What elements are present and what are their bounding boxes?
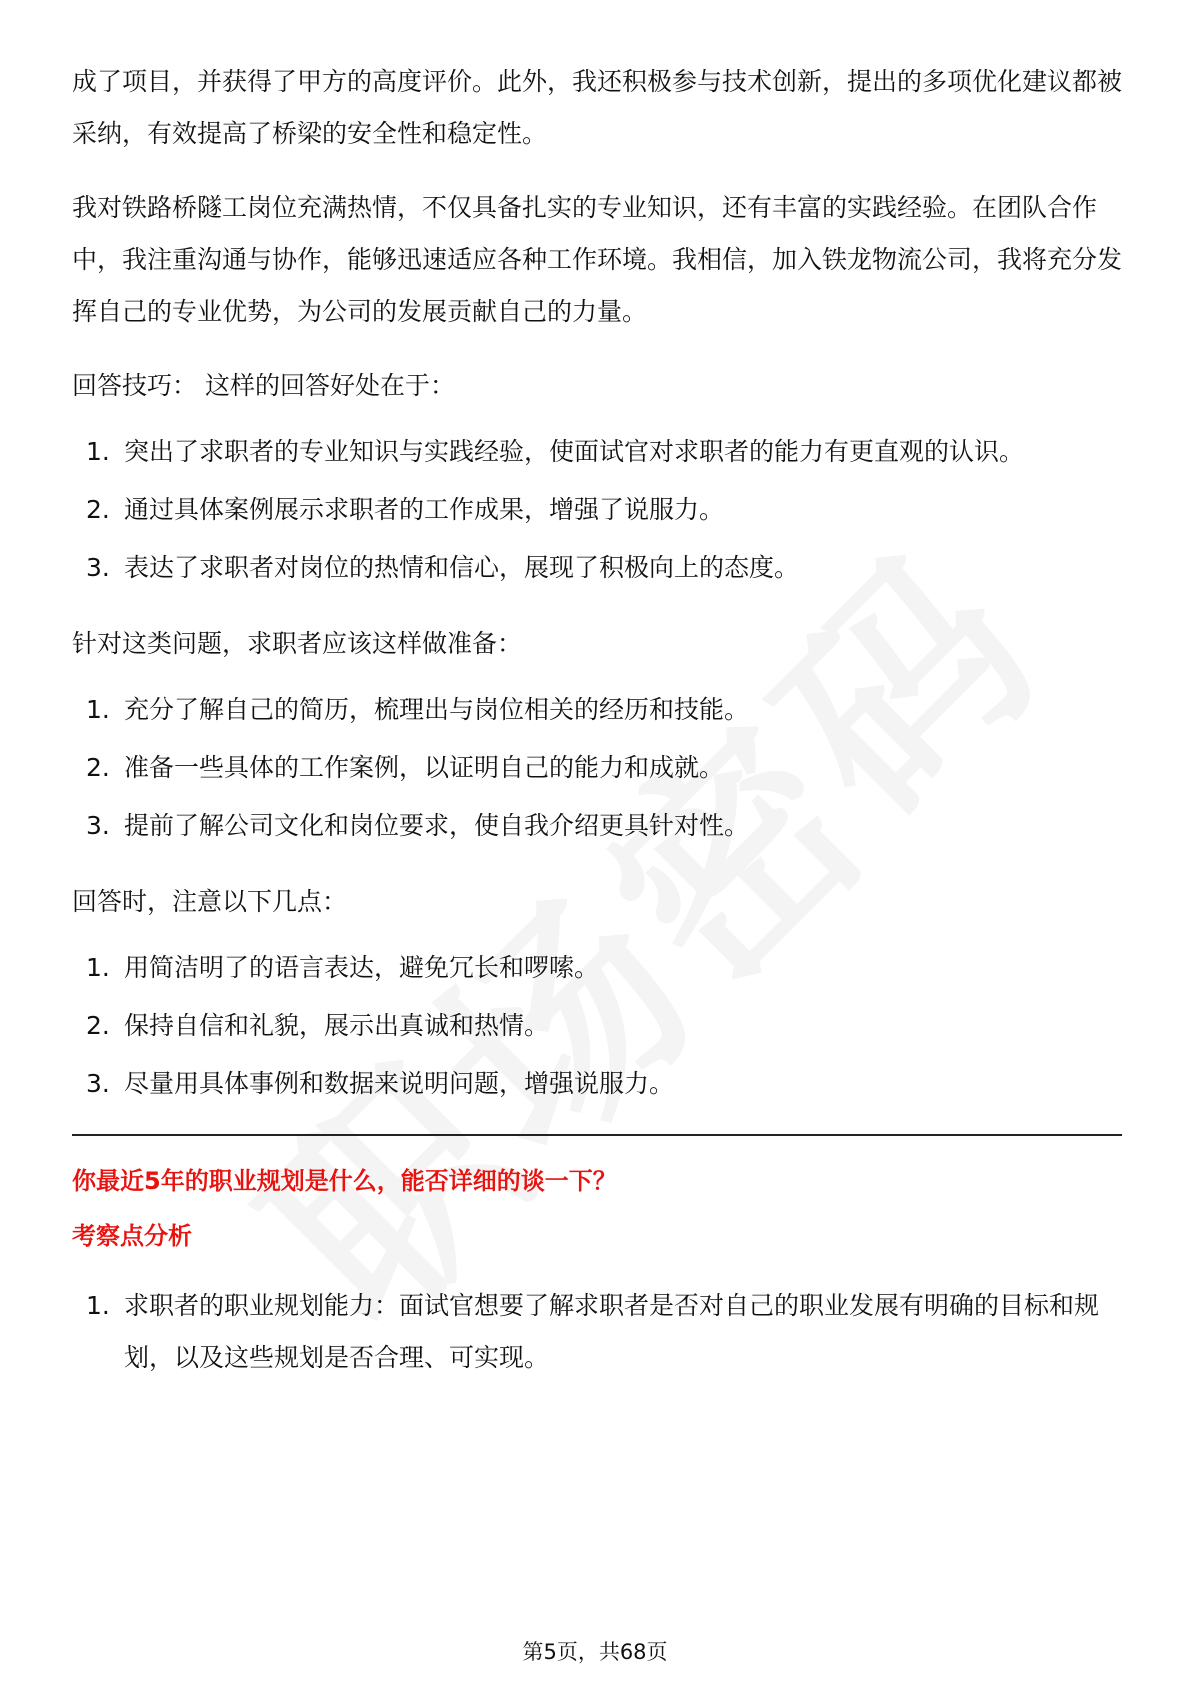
analysis-subtitle: 考察点分析 [72, 1222, 192, 1250]
list-item: 1. 突出了求职者的专业知识与实践经验，使面试官对求职者的能力有更直观的认识。 [86, 437, 1025, 466]
list-item: 2. 准备一些具体的工作案例，以证明自己的能力和成就。 [86, 753, 725, 782]
page-content [72, 56, 1122, 1408]
notes-list [72, 942, 1122, 1110]
list-item: 2. 保持自信和礼貌，展示出真诚和热情。 [86, 1011, 550, 1040]
list-item: 3. 提前了解公司文化和岗位要求，使自我介绍更具针对性。 [86, 811, 750, 840]
question-title: 你最近5年的职业规划是什么，能否详细的谈一下？ [72, 1167, 617, 1195]
paragraph-passion: 我对铁路桥隧工岗位充满热情，不仅具备扎实的专业知识，还有丰富的实践经验。在团队合作中，我注重沟通与协作，能够迅速适应各种工作环境。我相信，加入铁龙物流公司，我将充分发挥自己的专业优势，为公司的发展贡献自己的力量。 [72, 193, 1123, 326]
list-item: 3. 尽量用具体事例和数据来说明问题，增强说服力。 [86, 1069, 675, 1098]
prep-heading: 针对这类问题，求职者应该这样做准备： [72, 629, 523, 658]
tips-heading: 回答技巧： 这样的回答好处在于： [72, 371, 455, 400]
list-item: 3. 表达了求职者对岗位的热情和信心，展现了积极向上的态度。 [86, 553, 800, 582]
analysis-list [72, 1280, 1122, 1384]
tips-list [72, 426, 1122, 594]
page-number: 第5页，共68页 [522, 1640, 668, 1664]
list-item: 2. 通过具体案例展示求职者的工作成果，增强了说服力。 [86, 495, 725, 524]
prep-list [72, 684, 1122, 852]
list-item: 1. 求职者的职业规划能力：面试官想要了解求职者是否对自己的职业发展有明确的目标和规划，以及这些规划是否合理、可实现。 [86, 1291, 1100, 1372]
section-divider [72, 1134, 1122, 1136]
paragraph-project-result: 成了项目，并获得了甲方的高度评价。此外，我还积极参与技术创新，提出的多项优化建议都被采纳，有效提高了桥梁的安全性和稳定性。 [72, 67, 1123, 148]
list-item: 1. 用简洁明了的语言表达，避免冗长和啰嗦。 [86, 953, 600, 982]
notes-heading: 回答时，注意以下几点： [72, 887, 348, 916]
list-item: 1. 充分了解自己的简历，梳理出与岗位相关的经历和技能。 [86, 695, 750, 724]
